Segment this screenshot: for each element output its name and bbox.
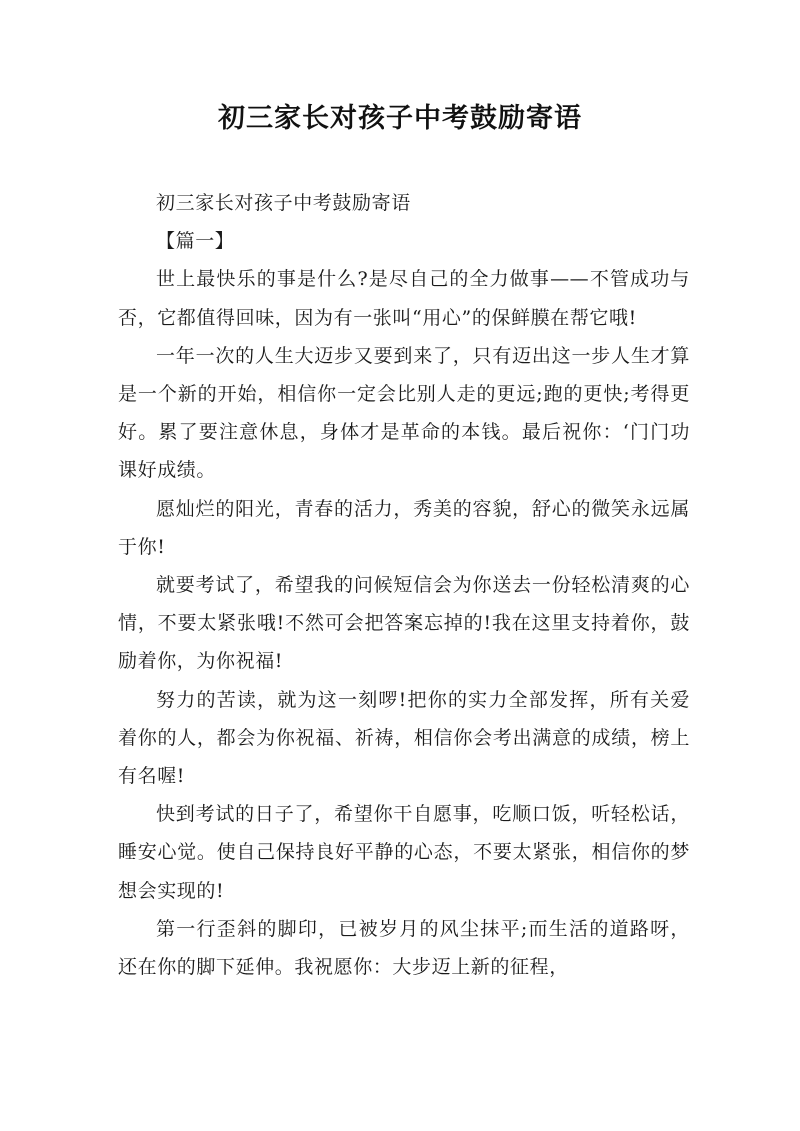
document-title: 初三家长对孩子中考鼓励寄语 bbox=[218, 103, 582, 134]
subtitle-paragraph: 初三家长对孩子中考鼓励寄语 bbox=[156, 192, 411, 214]
body-paragraph: 一年一次的人生大迈步又要到来了，只有迈出这一步人生才算是一个新的开始，相信你一定会比别人走的更远;跑的更快;考得更好。累了要注意休息，身体才是革命的本钱。最后祝你：‘门门功课好成绩。 bbox=[118, 344, 690, 482]
body-paragraph: 世上最快乐的事是什么?是尽自己的全力做事——不管成功与否，它都值得回味，因为有一张叫“用心”的保鲜膜在帮它哦! bbox=[118, 268, 690, 329]
body-paragraph: 第一行歪斜的脚印，已被岁月的风尘抹平;而生活的道路呀，还在你的脚下延伸。我祝愿你：大步迈上新的征程， bbox=[118, 917, 690, 979]
body-paragraph: 就要考试了，希望我的问候短信会为你送去一份轻松清爽的心情，不要太紧张哦!不然可会把答案忘掉的!我在这里支持着你，鼓励着你，为你祝福! bbox=[118, 574, 690, 673]
body-paragraph: 愿灿烂的阳光，青春的活力，秀美的容貌，舒心的微笑永远属于你! bbox=[118, 497, 690, 558]
document-body bbox=[118, 184, 690, 986]
section-heading: 【篇一】 bbox=[156, 230, 235, 253]
body-paragraph: 快到考试的日子了，希望你干自愿事，吃顺口饭，听轻松话，睡安心觉。使自己保持良好平静的心态，不要太紧张，相信你的梦想会实现的! bbox=[118, 803, 690, 902]
body-paragraph: 努力的苦读，就为这一刻啰!把你的实力全部发挥，所有关爱着你的人，都会为你祝福、祈祷，相信你会考出满意的成绩，榜上有名喔! bbox=[118, 688, 690, 788]
